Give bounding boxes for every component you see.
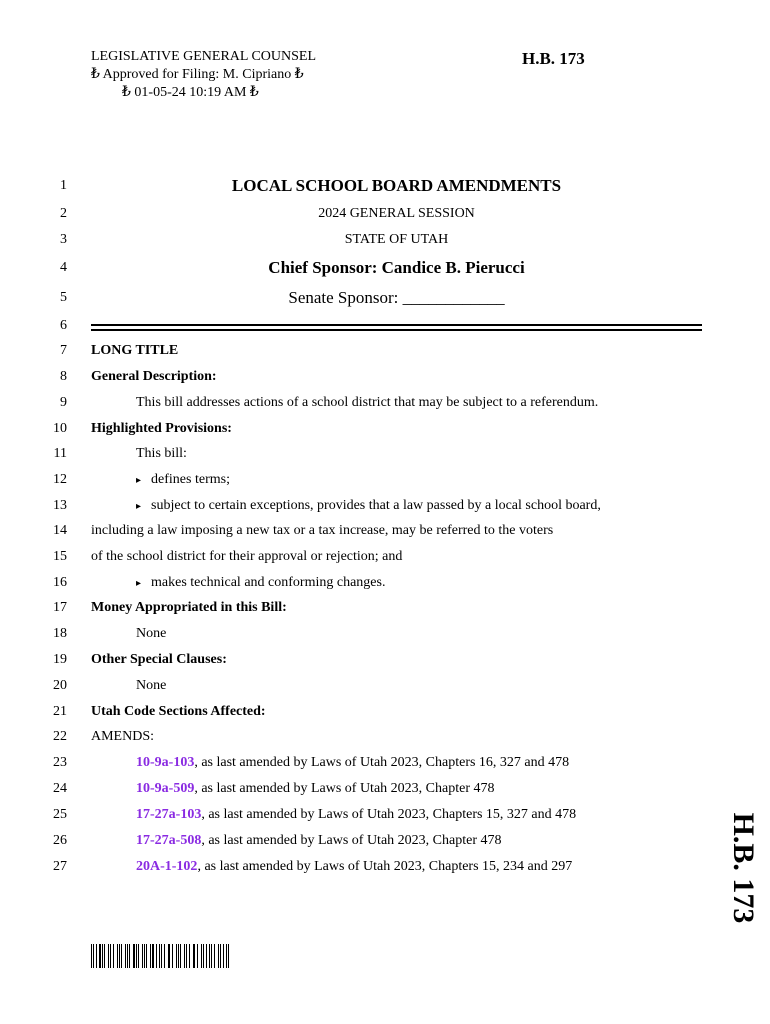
code-section-item (136, 781, 494, 797)
barcode-bar (164, 944, 165, 968)
barcode-bar (211, 944, 212, 968)
code-section-text: , as last amended by Laws of Utah 2023, Chapter 478 (194, 781, 495, 796)
bullet-icon: ▸ (136, 578, 142, 589)
barcode-bar (104, 944, 105, 968)
line-number: 25 (53, 807, 67, 822)
code-section-item (136, 859, 572, 875)
barcode-bar (113, 944, 115, 968)
barcode-bar (176, 944, 177, 968)
bill-title: LOCAL SCHOOL BOARD AMENDMENTS (231, 176, 562, 195)
barcode-bar (226, 944, 227, 968)
barcode-bar (110, 944, 111, 968)
barcode-bar (96, 944, 97, 968)
line-number: 2 (60, 206, 67, 221)
code-section-link[interactable]: 10-9a-509 (136, 781, 195, 796)
divider-rule-bottom (91, 329, 702, 331)
general-description-heading: General Description: (91, 369, 217, 384)
line-number: 3 (60, 232, 67, 247)
barcode-bar (136, 944, 137, 968)
bullet-item (136, 575, 385, 591)
barcode-bar (197, 944, 199, 968)
chief-sponsor: Chief Sponsor: Candice B. Pierucci (268, 258, 525, 277)
barcode-bar (138, 944, 139, 968)
barcode-bar (146, 944, 147, 968)
barcode-bar (121, 944, 122, 968)
line-number: 10 (53, 421, 67, 436)
special-clauses-value: None (136, 678, 167, 693)
barcode-bar (178, 944, 179, 968)
bullet-text: makes technical and conforming changes. (151, 575, 386, 590)
bullet-item (136, 472, 230, 488)
line-number: 8 (60, 369, 67, 384)
bullet-text: subject to certain exceptions, provides that a law passed by a local school board, (151, 498, 601, 513)
barcode-bar (169, 944, 170, 968)
barcode-bar (91, 944, 92, 968)
counsel-label: LEGISLATIVE GENERAL COUNSEL (91, 49, 317, 64)
barcode-bar (129, 944, 130, 968)
line-number: 9 (60, 395, 67, 410)
barcode-bar (180, 944, 181, 968)
barcode-bar (150, 944, 151, 968)
highlighted-provisions-heading: Highlighted Provisions: (91, 421, 232, 436)
barcode-bar (189, 944, 190, 968)
barcode-bar (93, 944, 94, 968)
barcode-bar (152, 944, 154, 968)
barcode-bar (119, 944, 120, 968)
barcode-image (91, 944, 231, 968)
line-number: 11 (53, 446, 67, 461)
line-number: 6 (60, 318, 67, 333)
barcode-bar (99, 944, 101, 968)
bullet-icon: ▸ (136, 475, 142, 486)
bill-number: H.B. 173 (522, 49, 585, 68)
barcode-bar (144, 944, 145, 968)
barcode-bar (214, 944, 215, 968)
code-section-item (136, 833, 501, 849)
line-number: 21 (53, 704, 67, 719)
special-clauses-heading: Other Special Clauses: (91, 652, 227, 667)
body-text-line: including a law imposing a new tax or a tax increase, may be referred to the voters (91, 523, 554, 538)
code-section-link[interactable]: 17-27a-508 (136, 833, 202, 848)
barcode-bar (142, 944, 143, 968)
line-number: 1 (60, 178, 67, 193)
senate-sponsor: Senate Sponsor: ____________ (288, 288, 505, 307)
line-number: 17 (53, 600, 67, 615)
barcode-bar (223, 944, 224, 968)
side-bill-number: H.B. 173 (727, 812, 760, 924)
barcode-bar (184, 944, 185, 968)
code-section-link[interactable]: 10-9a-103 (136, 755, 195, 770)
long-title-heading: LONG TITLE (91, 343, 179, 358)
code-section-link[interactable]: 20A-1-102 (136, 859, 198, 874)
barcode-bar (117, 944, 118, 968)
barcode-bar (194, 944, 195, 968)
bullet-item (136, 498, 601, 514)
line-number: 12 (53, 472, 67, 487)
line-number: 20 (53, 678, 67, 693)
barcode-bar (102, 944, 103, 968)
approval-datetime: ₺ 01-05-24 10:19 AM ₺ (122, 85, 259, 100)
line-number: 22 (53, 729, 67, 744)
amends-label: AMENDS: (91, 729, 155, 744)
barcode-bar (206, 944, 207, 968)
approval-line: ₺ Approved for Filing: M. Cipriano ₺ (91, 67, 304, 82)
barcode-bar (201, 944, 202, 968)
code-section-item (136, 807, 576, 823)
code-section-text: , as last amended by Laws of Utah 2023, Chapters 15, 234 and 297 (197, 859, 573, 874)
barcode-bar (220, 944, 221, 968)
bullet-icon: ▸ (136, 501, 142, 512)
barcode-bar (168, 944, 169, 968)
line-number: 15 (53, 549, 67, 564)
state-label: STATE OF UTAH (344, 232, 449, 247)
line-number: 27 (53, 859, 67, 874)
barcode-bar (186, 944, 187, 968)
this-bill-text: This bill: (136, 446, 187, 461)
line-number: 4 (60, 260, 67, 275)
barcode-bar (193, 944, 194, 968)
divider-rule-top (91, 324, 702, 326)
line-number: 7 (60, 343, 67, 358)
line-number: 24 (53, 781, 67, 796)
barcode-bar (161, 944, 162, 968)
code-section-item (136, 755, 569, 771)
barcode-bar (125, 944, 126, 968)
line-number: 23 (53, 755, 67, 770)
line-number: 26 (53, 833, 67, 848)
barcode-bar (108, 944, 109, 968)
barcode-bar (203, 944, 204, 968)
barcode-bar (218, 944, 220, 968)
code-section-text: , as last amended by Laws of Utah 2023, Chapters 15, 327 and 478 (201, 807, 577, 822)
barcode-bar (133, 944, 135, 968)
code-section-text: , as last amended by Laws of Utah 2023, Chapters 16, 327 and 478 (194, 755, 570, 770)
body-text-line: of the school district for their approval or rejection; and (91, 549, 403, 564)
barcode-bar (127, 944, 128, 968)
line-number: 18 (53, 626, 67, 641)
code-sections-heading: Utah Code Sections Affected: (91, 704, 266, 719)
line-number: 13 (53, 498, 67, 513)
barcode-bar (159, 944, 160, 968)
bullet-text: defines terms; (151, 472, 230, 487)
barcode-bar (172, 944, 174, 968)
code-section-text: , as last amended by Laws of Utah 2023, Chapter 478 (201, 833, 502, 848)
barcode-bar (209, 944, 210, 968)
money-appropriated-value: None (136, 626, 167, 641)
session-label: 2024 GENERAL SESSION (318, 206, 475, 221)
money-appropriated-heading: Money Appropriated in this Bill: (91, 600, 287, 615)
code-section-link[interactable]: 17-27a-103 (136, 807, 202, 822)
line-number: 5 (60, 290, 67, 305)
general-description-text: This bill addresses actions of a school district that may be subject to a referendum. (136, 395, 599, 410)
line-number: 14 (53, 523, 67, 538)
line-number: 19 (53, 652, 67, 667)
barcode-bar (228, 944, 229, 968)
barcode-bar (156, 944, 157, 968)
line-number: 16 (53, 575, 67, 590)
